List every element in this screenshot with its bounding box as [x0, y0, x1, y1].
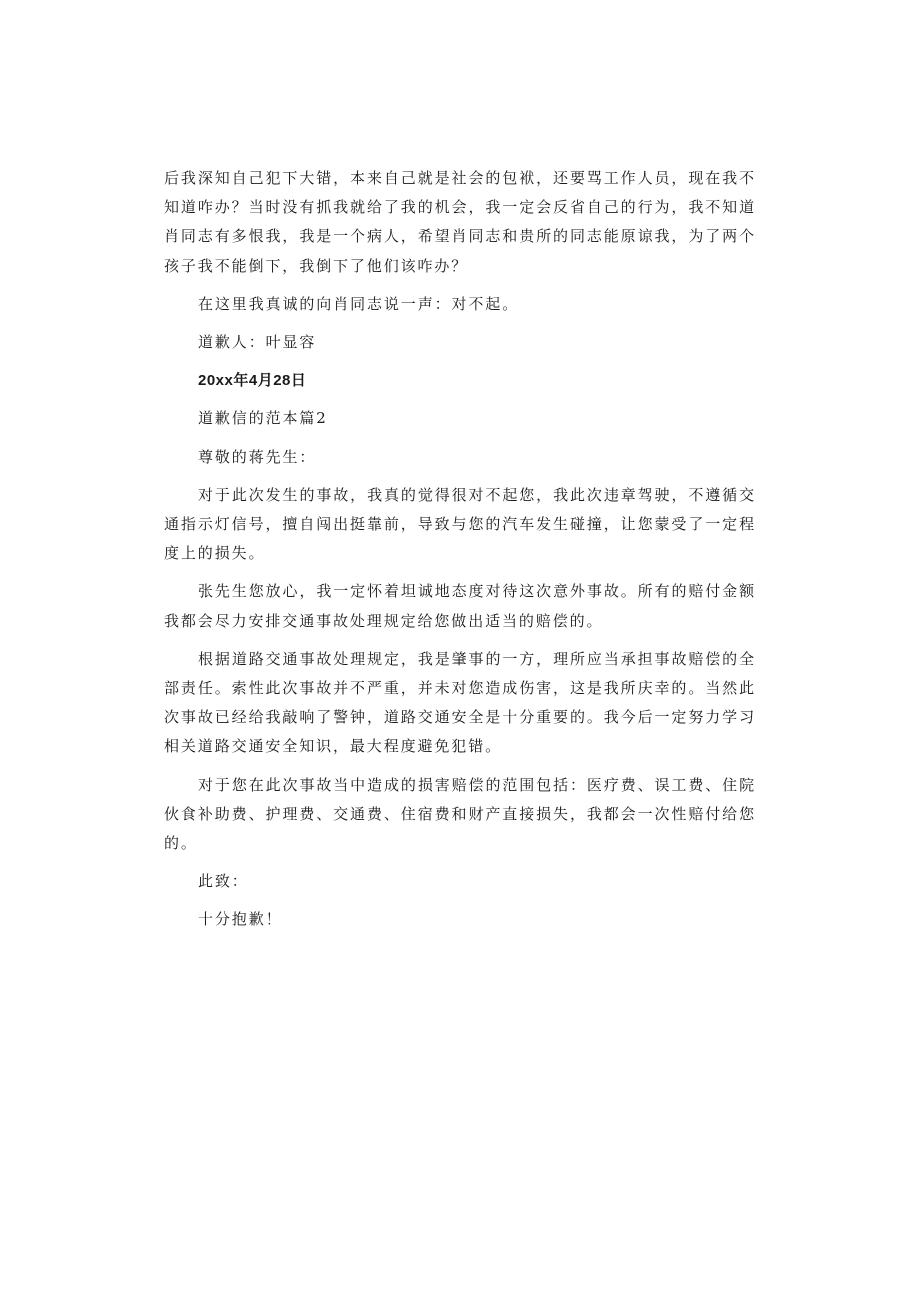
- paragraph-compensation: 对于您在此次事故当中造成的损害赔偿的范围包括：医疗费、误工费、住院伙食补助费、护理费、交通费、住宿费和财产直接损失，我都会一次性赔付给您的。: [164, 775, 756, 853]
- paragraph-continuation: 后我深知自己犯下大错，本来自己就是社会的包袱，还要骂工作人员，现在我不知道咋办？当时没有抓我就给了我的机会，我一定会反省自己的行为，我不知道肖同志有多恨我，我是一个病人，希望肖同志和贵所的同志能原谅我，为了两个孩子我不能倒下，我倒下了他们该咋办？: [164, 169, 756, 275]
- section-title: 道歉信的范本篇2: [198, 409, 328, 428]
- paragraph-apology-statement: 在这里我真诚的向肖同志说一声：对不起。: [198, 294, 520, 313]
- salutation: 尊敬的蒋先生：: [198, 447, 317, 466]
- closing: 此致：: [198, 872, 249, 891]
- closing-apology: 十分抱歉！: [198, 910, 283, 929]
- date-line: 20xx年4月28日: [198, 372, 307, 390]
- paragraph-reassurance: 张先生您放心，我一定怀着坦诚地态度对待这次意外事故。所有的赔付金额我都会尽力安排交通事故处理规定给您做出适当的赔偿的。: [164, 582, 756, 630]
- paragraph-incident: 对于此次发生的事故，我真的觉得很对不起您，我此次违章驾驶，不遵循交通指示灯信号，擅自闯出挺靠前，导致与您的汽车发生碰撞，让您蒙受了一定程度上的损失。: [164, 485, 756, 563]
- paragraph-responsibility: 根据道路交通事故处理规定，我是肇事的一方，理所应当承担事故赔偿的全部责任。索性此次事故并不严重，并未对您造成伤害，这是我所庆幸的。当然此次事故已经给我敲响了警钟，道路交通安全是十分重要的。我今后一定努力学习相关道路交通安全知识，最大程度避免犯错。: [164, 649, 756, 756]
- signature-line: 道歉人：叶显容: [198, 333, 317, 352]
- letter-body: [164, 164, 756, 944]
